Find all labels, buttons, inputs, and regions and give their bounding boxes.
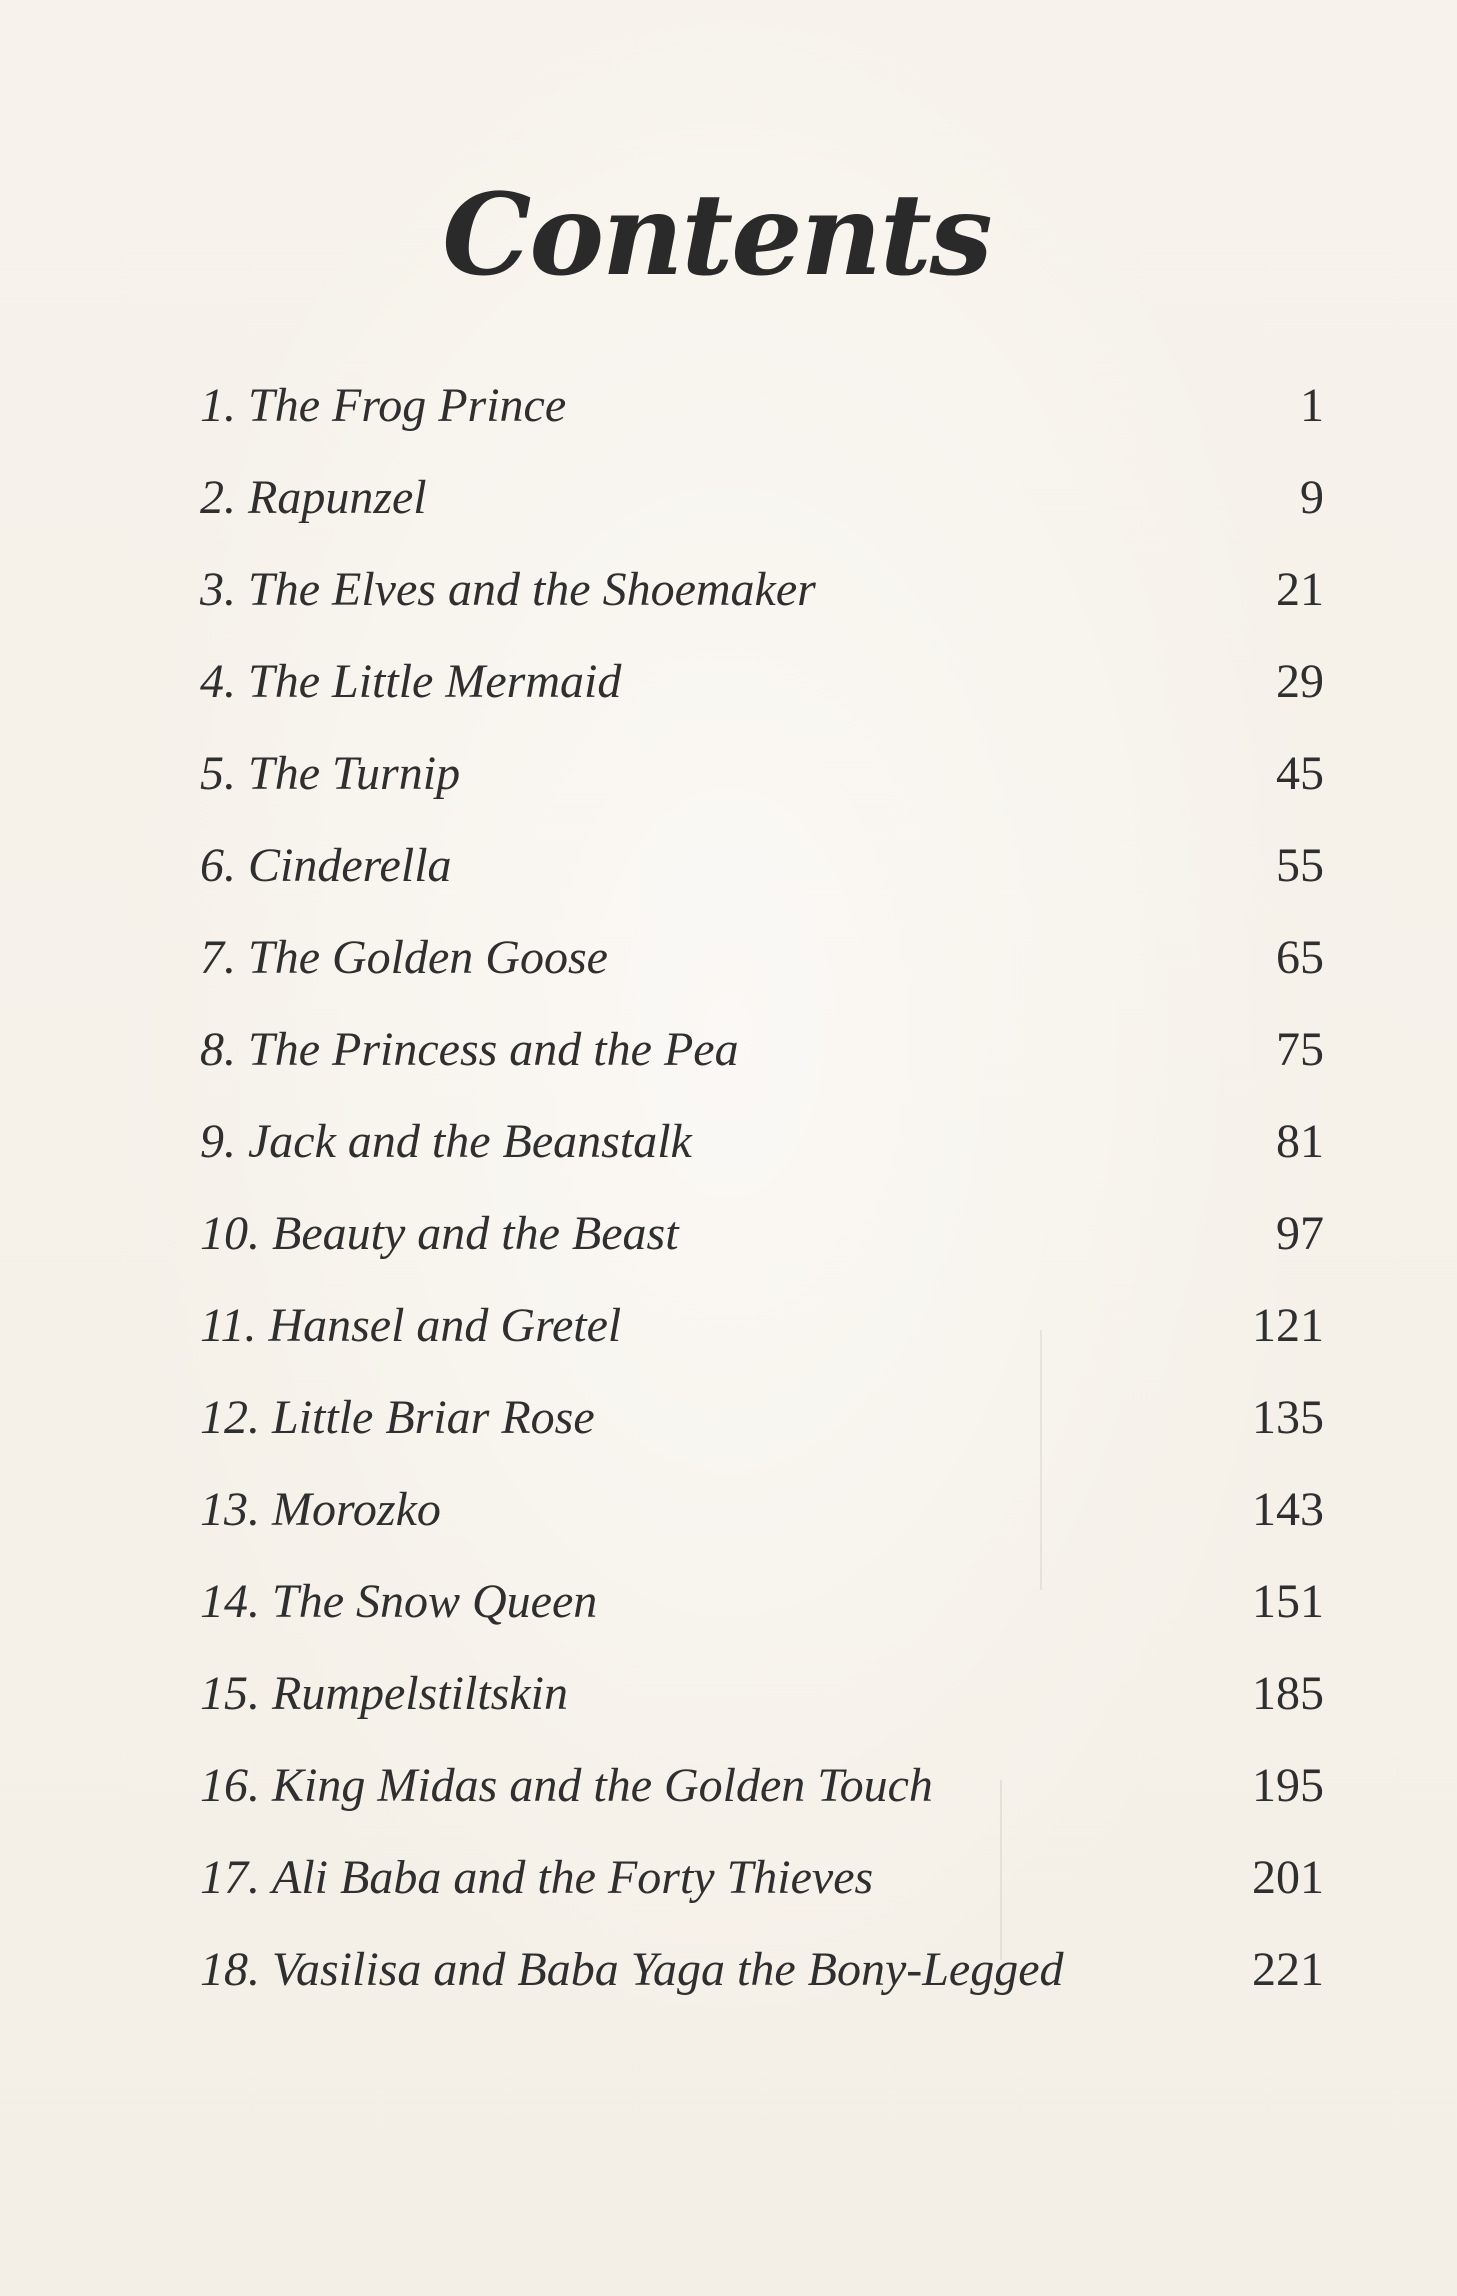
toc-entry-title: Hansel and Gretel <box>268 1299 622 1352</box>
toc-entry <box>200 1740 1324 1832</box>
toc-entry <box>200 1464 1324 1556</box>
toc-entry-number: 13. <box>200 1483 260 1536</box>
toc-entry-title: The Princess and the Pea <box>248 1023 739 1076</box>
toc-entry-label <box>200 655 622 708</box>
toc-entry-page: 55 <box>1276 839 1324 892</box>
toc-entry-title: King Midas and the Golden Touch <box>272 1759 933 1812</box>
toc-entry-page: 135 <box>1252 1391 1324 1444</box>
toc-entry-number: 14. <box>200 1575 260 1628</box>
toc-entry <box>200 360 1324 452</box>
toc-entry-label <box>200 1483 441 1536</box>
toc-entry-label <box>200 1943 1064 1996</box>
toc-entry-number: 2. <box>200 471 236 524</box>
toc-entry-page: 143 <box>1252 1483 1324 1536</box>
toc-entry-label <box>200 1023 739 1076</box>
toc-entry <box>200 544 1324 636</box>
toc-entry-number: 17. <box>200 1851 260 1904</box>
toc-entry-number: 12. <box>200 1391 260 1444</box>
toc-entry-label <box>200 1391 595 1444</box>
toc-entry <box>200 1096 1324 1188</box>
toc-entry-page: 1 <box>1300 379 1324 432</box>
toc-entry <box>200 1556 1324 1648</box>
toc-entry <box>200 636 1324 728</box>
toc-entry-title: Rapunzel <box>248 471 427 524</box>
toc-entry-number: 4. <box>200 655 236 708</box>
toc-entry-number: 18. <box>200 1943 260 1996</box>
toc-entry-title: Beauty and the Beast <box>272 1207 679 1260</box>
toc-entry-page: 201 <box>1252 1851 1324 1904</box>
toc-entry <box>200 1188 1324 1280</box>
toc-entry <box>200 1924 1324 2016</box>
toc-entry-page: 9 <box>1300 471 1324 524</box>
toc-entry-number: 1. <box>200 379 236 432</box>
toc-entry-page: 65 <box>1276 931 1324 984</box>
toc-entry <box>200 1832 1324 1924</box>
toc-entry-title: The Little Mermaid <box>248 655 622 708</box>
toc-entry <box>200 1004 1324 1096</box>
toc-entry-label <box>200 931 608 984</box>
toc-entry-label <box>200 1299 622 1352</box>
toc-entry <box>200 728 1324 820</box>
toc-entry <box>200 1372 1324 1464</box>
toc-entry-number: 7. <box>200 931 236 984</box>
toc-entry <box>200 452 1324 544</box>
toc-entry-number: 11. <box>200 1299 257 1352</box>
toc-entry-number: 6. <box>200 839 236 892</box>
toc-entry-page: 97 <box>1276 1207 1324 1260</box>
toc-entry-label <box>200 379 567 432</box>
toc-entry-number: 3. <box>200 563 236 616</box>
toc-entry-label <box>200 1667 568 1720</box>
toc-entry-page: 75 <box>1276 1023 1324 1076</box>
toc-entry-label <box>200 1759 933 1812</box>
toc-entry-page: 151 <box>1252 1575 1324 1628</box>
page-title: Contents <box>442 170 991 302</box>
toc-entry <box>200 820 1324 912</box>
toc-entry-title: The Frog Prince <box>248 379 567 432</box>
toc-entry-title: Cinderella <box>248 839 452 892</box>
toc-entry-number: 15. <box>200 1667 260 1720</box>
toc-entry-label <box>200 1575 598 1628</box>
toc-entry <box>200 1280 1324 1372</box>
toc-entry-number: 8. <box>200 1023 236 1076</box>
toc-entry-label <box>200 1115 692 1168</box>
toc-entry-number: 9. <box>200 1115 236 1168</box>
toc-entry-title: Ali Baba and the Forty Thieves <box>272 1851 874 1904</box>
toc-entry-title: The Turnip <box>248 747 461 800</box>
toc-entry-page: 195 <box>1252 1759 1324 1812</box>
toc-entry-page: 121 <box>1252 1299 1324 1352</box>
toc-entry-title: The Elves and the Shoemaker <box>248 563 816 616</box>
toc-entry <box>200 912 1324 1004</box>
toc-entry-title: Rumpelstiltskin <box>272 1667 568 1720</box>
toc-entry-label <box>200 1851 874 1904</box>
toc-entry-label <box>200 471 427 524</box>
toc-entry-page: 81 <box>1276 1115 1324 1168</box>
toc-entry-title: The Golden Goose <box>248 931 608 984</box>
toc-entry-label <box>200 563 816 616</box>
toc-entry-number: 10. <box>200 1207 260 1260</box>
toc-entry-label <box>200 1207 679 1260</box>
toc-entry-page: 185 <box>1252 1667 1324 1720</box>
toc-entry-number: 5. <box>200 747 236 800</box>
toc-entry-title: Little Briar Rose <box>272 1391 595 1444</box>
toc-entry-title: The Snow Queen <box>272 1575 598 1628</box>
toc-entry <box>200 1648 1324 1740</box>
toc-entry-number: 16. <box>200 1759 260 1812</box>
table-of-contents <box>200 360 1324 2016</box>
toc-entry-page: 221 <box>1252 1943 1324 1996</box>
toc-entry-page: 45 <box>1276 747 1324 800</box>
toc-entry-page: 21 <box>1276 563 1324 616</box>
toc-entry-title: Jack and the Beanstalk <box>248 1115 692 1168</box>
toc-entry-label <box>200 747 461 800</box>
toc-entry-title: Morozko <box>272 1483 441 1536</box>
toc-entry-page: 29 <box>1276 655 1324 708</box>
toc-entry-title: Vasilisa and Baba Yaga the Bony-Legged <box>272 1943 1064 1996</box>
toc-entry-label <box>200 839 452 892</box>
